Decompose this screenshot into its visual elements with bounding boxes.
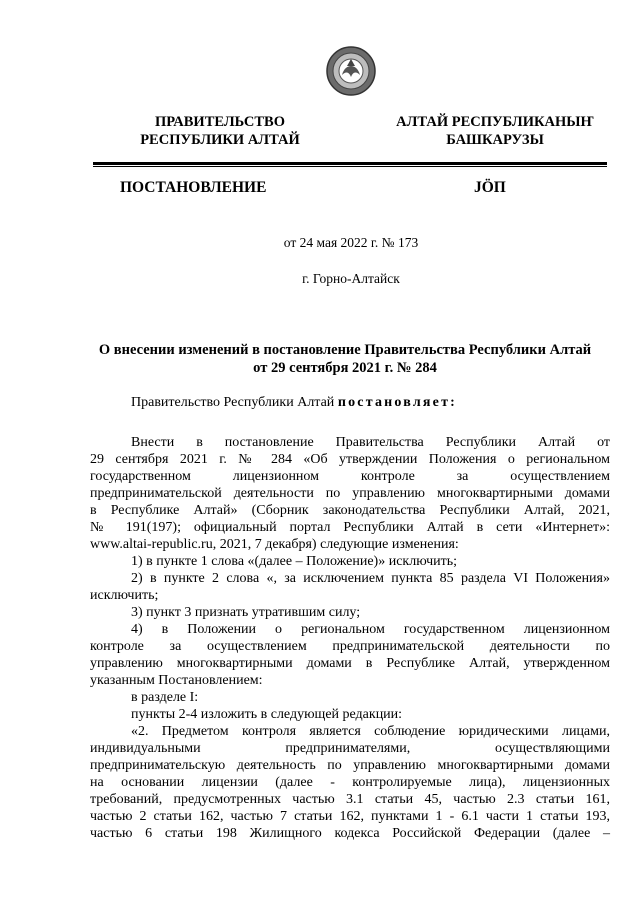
body-line: 4) в Положении о региональном государственном лицензионном [131,622,610,637]
body-line: указанным Постановлением: [90,673,263,688]
government-name-russian [105,113,335,149]
body-line: в разделе I: [131,690,199,705]
document-date: от 24 мая 2022 г. № 173 [283,235,419,250]
body-line: 1) в пункте 1 слова «(далее – Положение)» исключить; [131,554,458,569]
body-line: частью 2 статьи 162, частью 7 статьи 162, пунктами 1 - 6.1 части 1 статьи 193, [90,809,610,824]
document-type: ПОСТАНОВЛЕНИЕ [120,179,267,196]
body-line: предпринимательской деятельности по управлению многоквартирными домами [90,486,610,501]
title-line2: от 29 сентября 2021 г. № 284 [253,360,437,376]
document-body [90,394,610,842]
body-line: пункты 2-4 изложить в следующей редакции: [131,707,403,722]
body-line: частью 6 статьи 198 Жилищного кодекса Российской Федерации (далее – [90,826,610,841]
header-right-line2: БАШКАРУЗЫ [446,132,544,148]
body-line: исключить; [90,588,159,603]
body-line: требований, предусмотренных частью 3.1 статьи 45, частью 2.3 статьи 161, [90,792,610,807]
body-line: управлению многоквартирными домами в Республике Алтай, утвержденном [90,656,610,671]
body-line: государственном лицензионном контроле за осуществлением [90,469,610,484]
header-right-line1: АЛТАЙ РЕСПУБЛИКАНЫҤ [396,114,594,130]
body-line: на основании лицензии (далее - контролируемые лица), лицензионных [90,775,610,790]
body-line: Внести в постановление Правительства Республики Алтай от [131,435,610,450]
body-line: контроле за осуществлением предпринимательской деятельности по [90,639,610,654]
body-line: www.altai-republic.ru, 2021, 7 декабря) следующие изменения: [90,537,459,552]
preamble [90,394,610,411]
government-name-altai [375,113,615,149]
body-line: в Республике Алтай» (Сборник законодательства Республики Алтай, 2021, [90,503,610,518]
header-left-line1: ПРАВИТЕЛЬСТВО [155,114,285,130]
header-divider-thick [93,162,607,165]
body-line: 29 сентября 2021 г. № 284 «Об утверждении Положения о региональном [90,452,610,467]
document-title [80,341,610,377]
body-line: 2) в пункте 2 слова «, за исключением пункта 85 раздела VI Положения» [131,571,610,586]
body-line: «2. Предметом контроля является соблюдение юридическими лицами, [131,724,610,739]
body-line: № 191(197); официальный портал Республики Алтай в сети «Интернет»: [90,520,610,535]
header-left-line2: РЕСПУБЛИКИ АЛТАЙ [140,132,300,148]
decree-word: постановляет: [337,395,458,410]
body-line: 3) пункт 3 признать утратившим силу; [131,605,361,620]
title-line1: О внесении изменений в постановление Правительства Республики Алтай [98,342,592,358]
document-type-altai: JӦП [474,179,506,196]
preamble-text: Правительство Республики Алтай [131,395,338,410]
body-line: индивидуальными предпринимателями, осуществляющими [90,741,610,756]
body-line: предпринимательскую деятельность по управлению многоквартирными домами [90,758,610,773]
coat-of-arms-icon [325,45,377,97]
header-divider-thin [93,166,607,167]
document-city: г. Горно-Алтайск [302,271,400,286]
